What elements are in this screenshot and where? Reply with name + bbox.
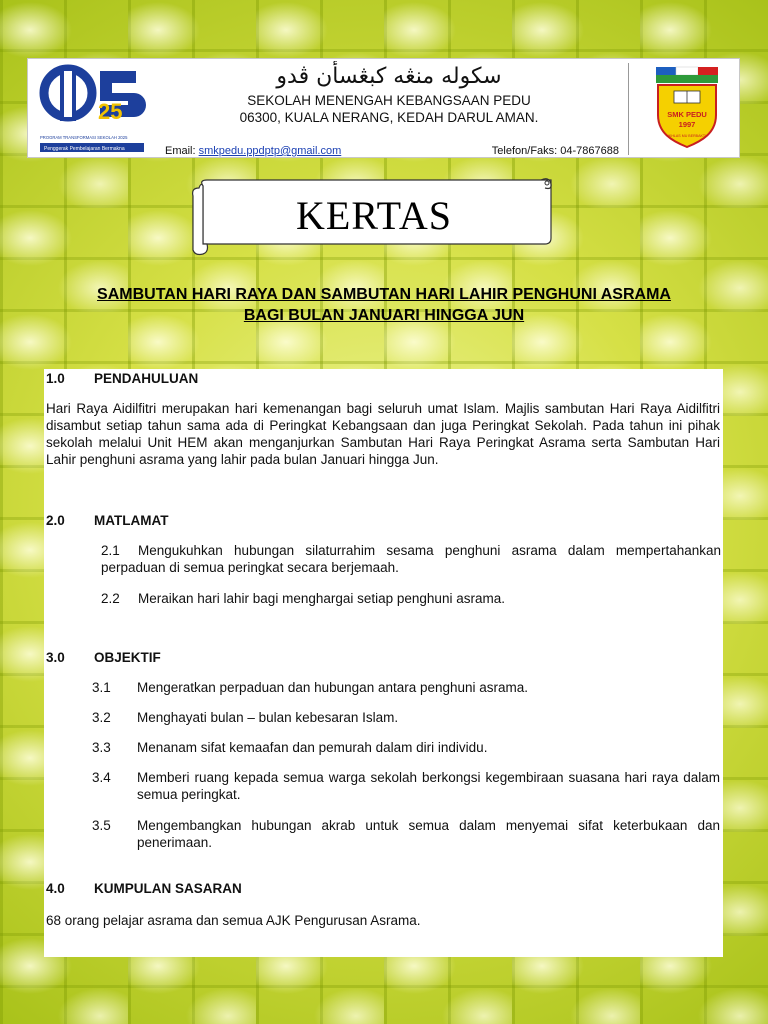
document-title bbox=[40, 284, 728, 326]
logo-number: 25 bbox=[98, 99, 123, 124]
matlamat-item: 2.1 Mengukuhkan hubungan silaturrahim sesama penghuni asrama dalam mempertahankan perpaduan di semua peringkat secara berjemaah. bbox=[101, 543, 721, 575]
section-heading-objektif: 3.0 OBJEKTIF bbox=[46, 650, 161, 665]
email-label: Email: bbox=[165, 145, 196, 157]
svg-text:Penggerak Pembelajaran Bermakn: Penggerak Pembelajaran Bermakna bbox=[44, 145, 125, 152]
transformasi-sekolah-logo bbox=[38, 63, 146, 153]
objektif-item: 3.3 Menanam sifat kemaafan dan pemurah dalam diri individu. bbox=[92, 740, 488, 755]
svg-text:IKHLAS MU BERBAKTI: IKHLAS MU BERBAKTI bbox=[667, 134, 707, 138]
school-name: SEKOLAH MENENGAH KEBANGSAAN PEDU bbox=[247, 93, 531, 108]
jawi-school-name bbox=[154, 61, 624, 89]
smk-pedu-crest bbox=[654, 65, 720, 153]
section-heading-kumpulan-sasaran: 4.0 KUMPULAN SASARAN bbox=[46, 881, 242, 896]
svg-text:SMK PEDU: SMK PEDU bbox=[667, 110, 707, 119]
banner-title: KERTAS bbox=[296, 193, 452, 238]
title-line-2: BAGI BULAN JANUARI HINGGA JUN bbox=[243, 307, 525, 324]
section-text-kumpulan-sasaran: 68 orang pelajar asrama dan semua AJK Pengurusan Asrama. bbox=[46, 913, 421, 928]
objektif-item: 3.1 Mengeratkan perpaduan dan hubungan antara penghuni asrama. bbox=[92, 680, 529, 695]
section-heading-matlamat: 2.0 MATLAMAT bbox=[46, 513, 169, 528]
section-heading-pendahuluan: 1.0 PENDAHULUAN bbox=[46, 371, 199, 386]
email-line bbox=[165, 145, 341, 157]
svg-text:1997: 1997 bbox=[678, 120, 696, 129]
svg-text:PROGRAM TRANSFORMASI SEKOLAH 2: PROGRAM TRANSFORMASI SEKOLAH 2025 bbox=[40, 135, 128, 140]
objektif-item: 3.2 Menghayati bulan – bulan kebesaran Islam. bbox=[92, 710, 399, 725]
email-link[interactable]: smkpedu.ppdptp@gmail.com bbox=[198, 145, 342, 157]
matlamat-item: 2.2 Meraikan hari lahir bagi menghargai setiap penghuni asrama. bbox=[101, 591, 505, 606]
letterhead bbox=[27, 58, 740, 158]
section-text-pendahuluan: Hari Raya Aidilfitri merupakan hari kemenangan bagi seluruh umat Islam. Majlis sambutan Hari Raya Aidilfitri disambut setiap tahun sama ada di Peringkat Kebangsaan dan juga Peringkat Sekolah. Pada tahun ini pihak sekolah melalui Unit HEM akan menganjurkan Sambutan Hari Raya Peringkat Asrama serta Sambutan Hari Lahir penghuni asrama yang lahir pada bulan Januari hingga Jun. bbox=[46, 401, 720, 467]
telephone-fax: Telefon/Faks: 04-7867688 bbox=[491, 145, 619, 157]
svg-text:سكوله منڠه كبڠسأن ڤدو: سكوله منڠه كبڠسأن ڤدو bbox=[276, 64, 502, 89]
kertas-banner bbox=[189, 178, 555, 256]
objektif-item: 3.4 Memberi ruang kepada semua warga sekolah berkongsi kegembiraan suasana hari raya dalam semua peringkat. bbox=[92, 770, 720, 802]
title-line-1: SAMBUTAN HARI RAYA DAN SAMBUTAN HARI LAHIR PENGHUNI ASRAMA bbox=[97, 286, 671, 303]
document-body bbox=[44, 369, 723, 957]
objektif-item: 3.5 Mengembangkan hubungan akrab untuk semua dalam menyemai sifat keterbukaan dan penerimaan. bbox=[92, 818, 720, 850]
header-divider bbox=[628, 63, 629, 155]
school-address: 06300, KUALA NERANG, KEDAH DARUL AMAN. bbox=[239, 110, 539, 125]
